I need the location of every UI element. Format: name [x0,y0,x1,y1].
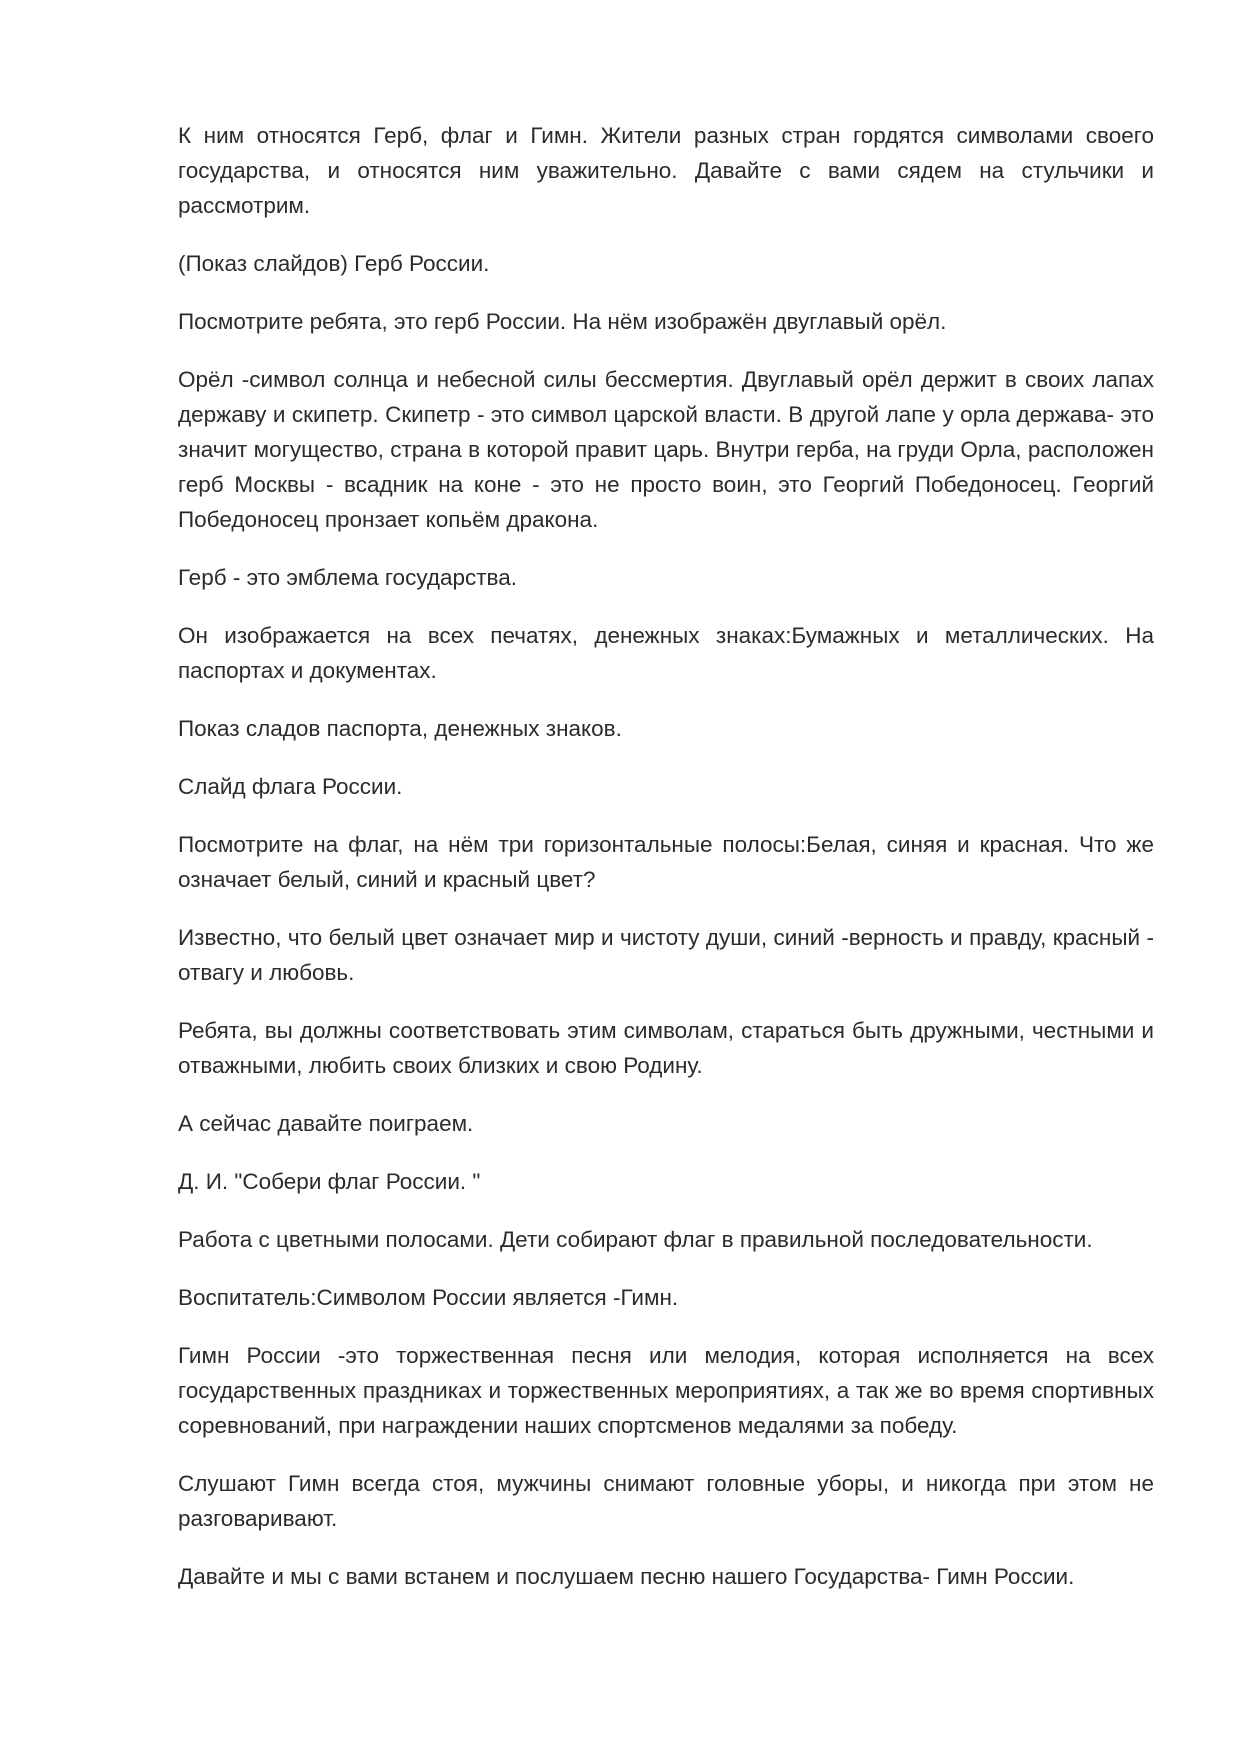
paragraph-look-coat-of-arms: Посмотрите ребята, это герб России. На нём изображён двуглавый орёл. [178,309,947,334]
paragraph-children-values: Ребята, вы должны соответствовать этим символам, стараться быть дружными, честными и отважными, любить своих близких и свою Родину. [178,1018,1154,1078]
paragraph-flag-stripes: Посмотрите на флаг, на нём три горизонтальные полосы:Белая, синяя и красная. Что же означает белый, синий и красный цвет? [178,832,1154,892]
paragraph-emblem-usage: Он изображается на всех печатях, денежных знаках:Бумажных и металлических. На паспортах и документах. [178,623,1154,683]
paragraph-eagle-description: Орёл -символ солнца и небесной силы бессмертия. Двуглавый орёл держит в своих лапах державу и скипетр. Скипетр - это символ царской власти. В другой лапе у орла держава- это значит могущество, страна в которой правит царь. Внутри герба, на груди Орла, расположен герб Москвы - всадник на коне - это не просто воин, это Георгий Победоносец. Георгий Победоносец пронзает копьём дракона. [178,367,1154,532]
paragraph-anthem-etiquette: Слушают Гимн всегда стоя, мужчины снимают головные уборы, и никогда при этом не разговаривают. [178,1471,1154,1531]
paragraph-flag-slide: Слайд флага России. [178,774,403,799]
paragraph-slides-coat-of-arms: (Показ слайдов) Герб России. [178,251,490,276]
paragraph-lets-play: А сейчас давайте поиграем. [178,1111,474,1136]
paragraph-passport-slides: Показ сладов паспорта, денежных знаков. [178,716,622,741]
paragraph-color-stripes-work: Работа с цветными полосами. Дети собирают флаг в правильной последовательности. [178,1227,1093,1252]
paragraph-emblem: Герб - это эмблема государства. [178,565,517,590]
paragraph-teacher-anthem: Воспитатель:Символом России является -Гимн. [178,1285,679,1310]
paragraph-anthem-description: Гимн России -это торжественная песня или мелодия, которая исполняется на всех государственных праздниках и торжественных мероприятиях, а так же во время спортивных соревнований, при награждении наших спортсменов медалями за победу. [178,1343,1154,1438]
document-page [178,118,1154,1617]
paragraph-listen-anthem: Давайте и мы с вами встанем и послушаем песню нашего Государства- Гимн России. [178,1564,1075,1589]
paragraph-symbols-intro: К ним относятся Герб, флаг и Гимн. Жители разных стран гордятся символами своего государства, и относятся ним уважительно. Давайте с вами сядем на стульчики и рассмотрим. [178,123,1154,218]
paragraph-game-title: Д. И. "Собери флаг России. " [178,1169,481,1194]
paragraph-flag-colors-meaning: Известно, что белый цвет означает мир и чистоту души, синий -верность и правду, красный - отвагу и любовь. [178,925,1154,985]
